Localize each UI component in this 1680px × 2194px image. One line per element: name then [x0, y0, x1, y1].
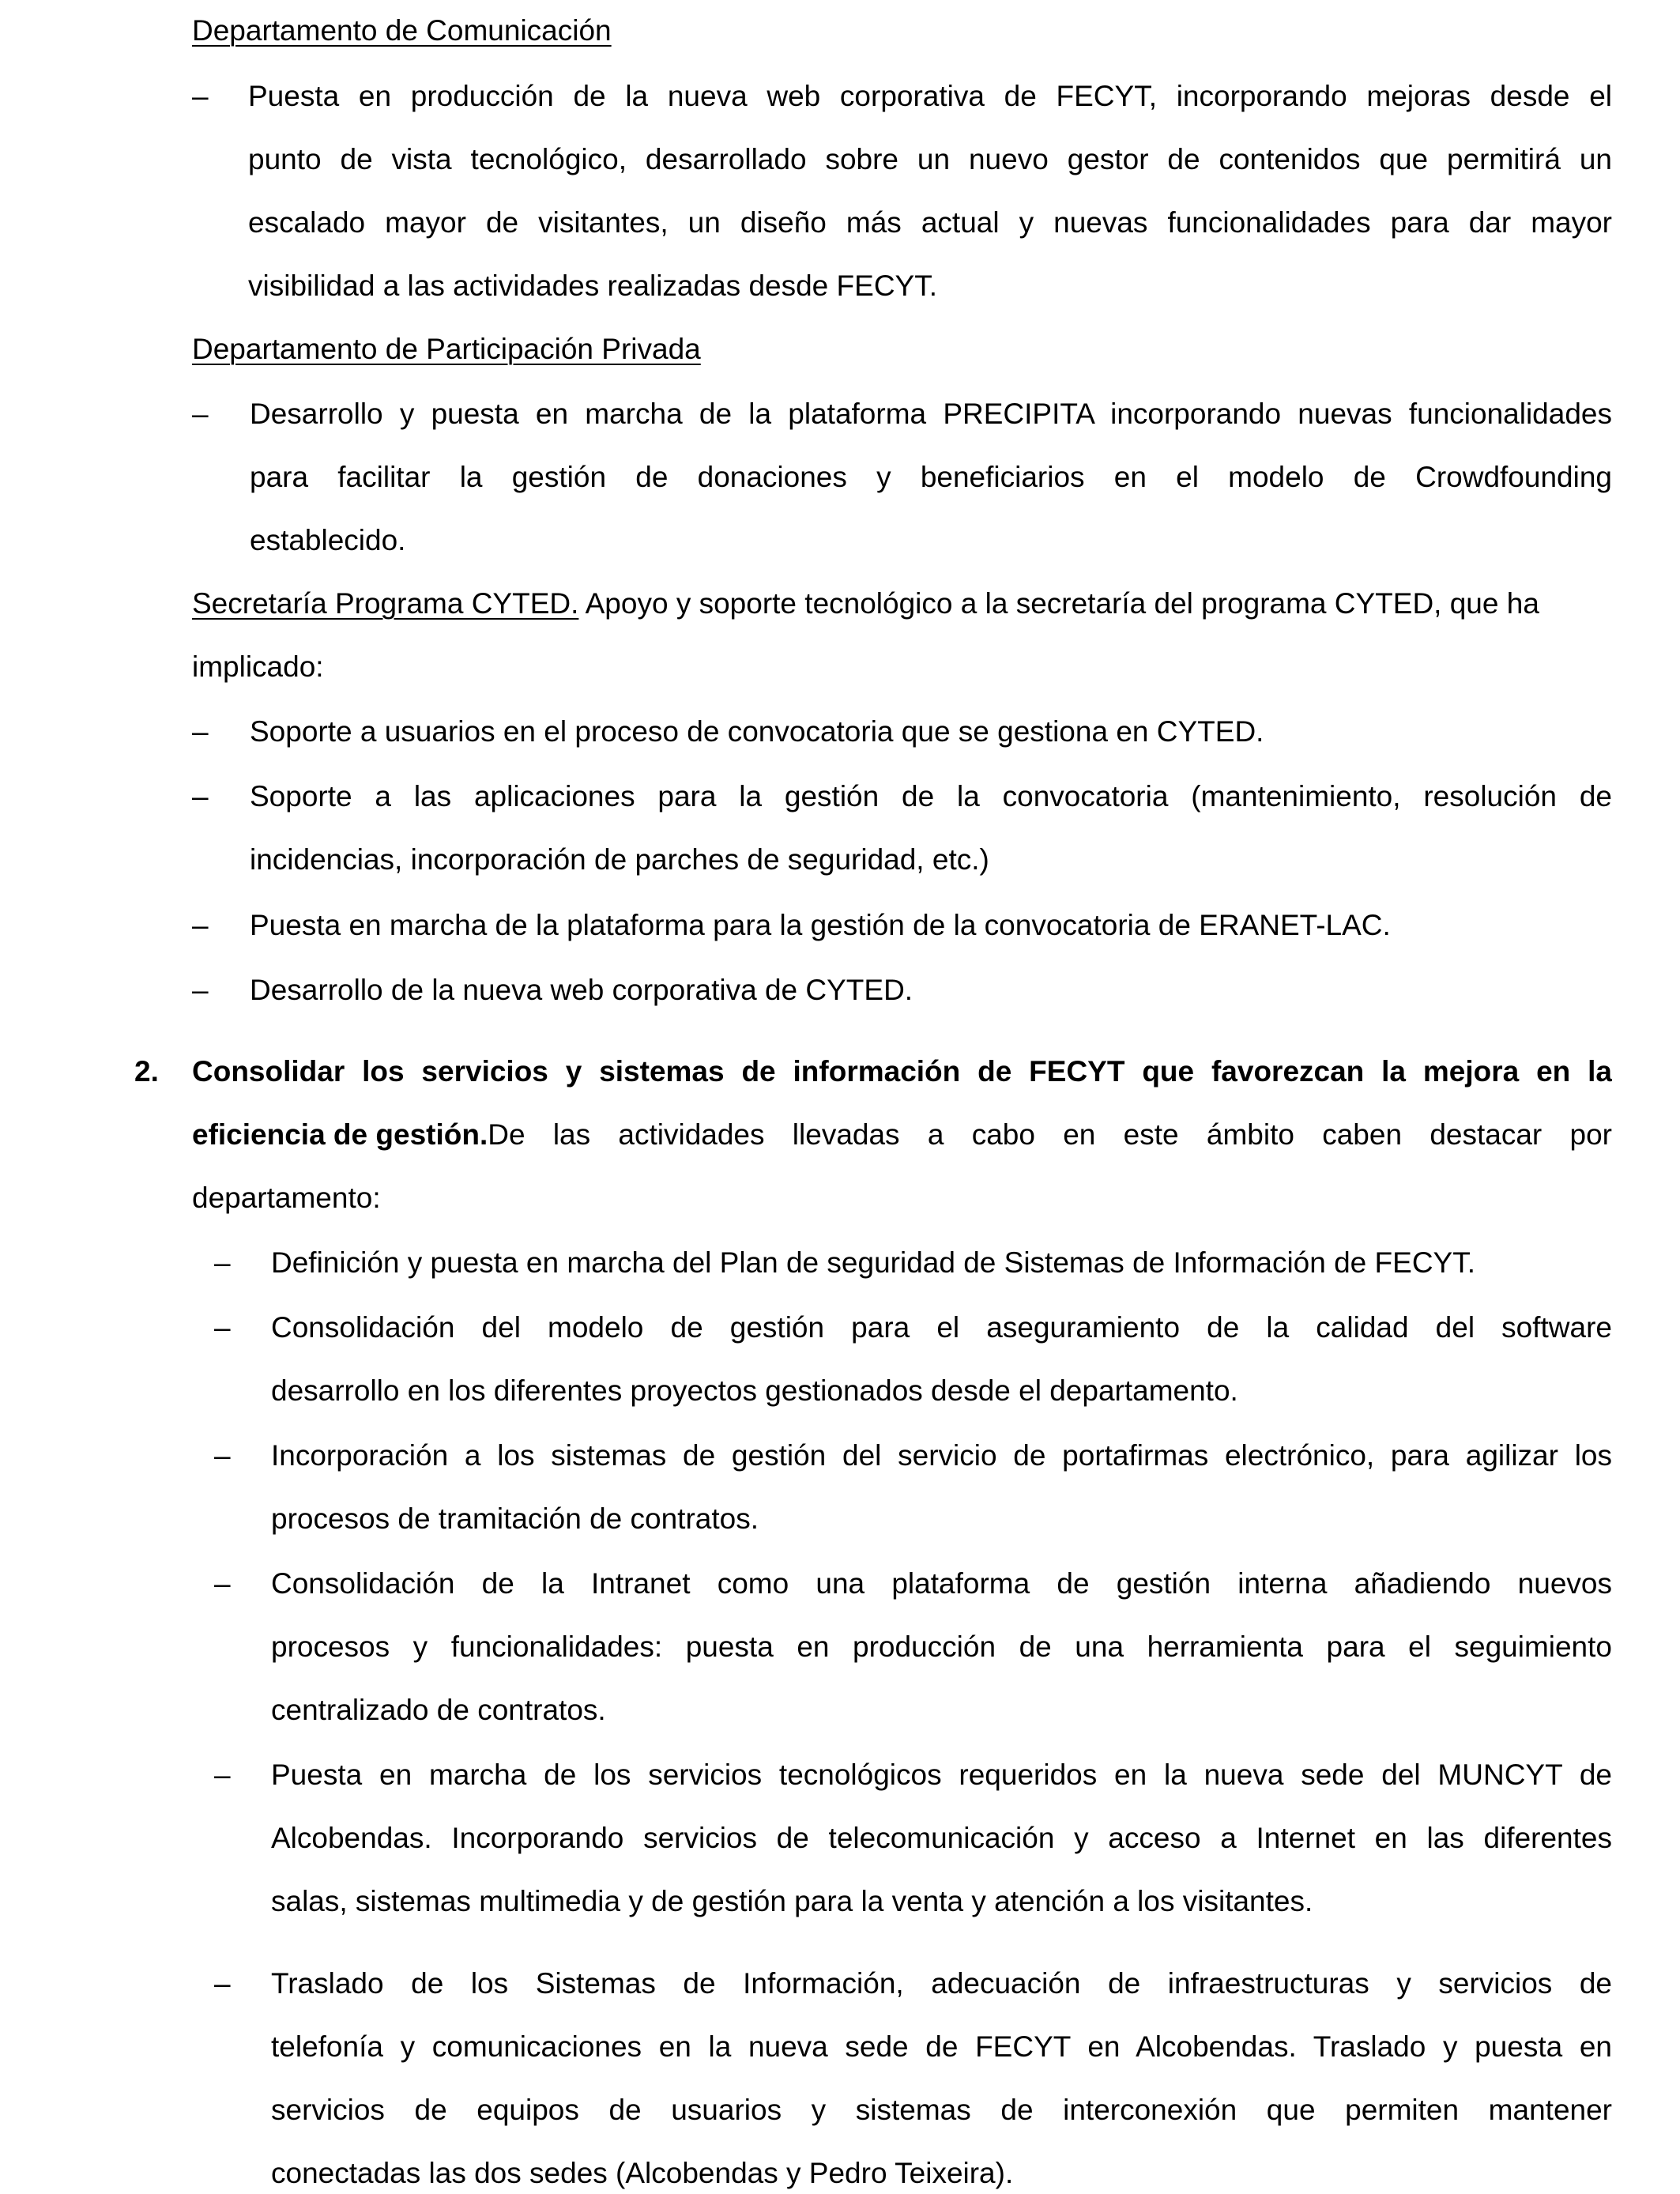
- bullet-dash: –: [192, 398, 209, 430]
- item2-line2: [192, 1115, 1612, 1155]
- text-line: Puesta en marcha de los servicios tecnológicos requeridos en la nueva sede del MUNCYT de: [271, 1759, 1612, 1791]
- bullet-dash: –: [214, 1246, 231, 1279]
- text-line: Consolidación de la Intranet como una plataforma de gestión interna añadiendo nuevos: [271, 1567, 1612, 1600]
- section-heading-cyted: Secretaría Programa CYTED.: [192, 587, 579, 620]
- bullet-dash: –: [192, 715, 209, 748]
- text-line: para facilitar la gestión de donaciones y beneficiarios en el modelo de Crowdfounding: [250, 461, 1612, 493]
- bullet-dash: –: [192, 80, 209, 112]
- text-line: Soporte a usuarios en el proceso de convocatoria que se gestiona en CYTED.: [250, 715, 1264, 748]
- bullet-dash: –: [214, 1759, 231, 1791]
- text-line: Desarrollo y puesta en marcha de la plataforma PRECIPITA incorporando nuevas funcionalidades: [250, 398, 1612, 430]
- text-line: Definición y puesta en marcha del Plan de seguridad de Sistemas de Información de FECYT.: [271, 1246, 1475, 1279]
- text-line: Traslado de los Sistemas de Información, adecuación de infraestructuras y servicios de: [271, 1967, 1612, 2000]
- bullet-dash: –: [192, 974, 209, 1006]
- text-line: implicado:: [192, 650, 324, 683]
- text-line: procesos de tramitación de contratos.: [271, 1502, 759, 1535]
- text-line: conectadas las dos sedes (Alcobendas y Pedro Teixeira).: [271, 2157, 1014, 2189]
- text-line: Puesta en marcha de la plataforma para la gestión de la convocatoria de ERANET-LAC.: [250, 909, 1391, 941]
- bullet-dash: –: [214, 1311, 231, 1344]
- text-line: servicios de equipos de usuarios y sistemas de interconexión que permiten mantener: [271, 2094, 1612, 2126]
- section-heading-comunicacion: Departamento de Comunicación: [192, 14, 612, 47]
- text-line: Alcobendas. Incorporando servicios de telecomunicación y acceso a Internet en las diferentes: [271, 1822, 1612, 1854]
- section-heading-participacion: Departamento de Participación Privada: [192, 333, 701, 365]
- text-line: establecido.: [250, 524, 406, 556]
- bullet-dash: –: [192, 780, 209, 812]
- item2-bold-continuation: eficiencia de gestión.: [192, 1118, 488, 1151]
- bullet-dash: –: [214, 1567, 231, 1600]
- text-line: salas, sistemas multimedia y de gestión para la venta y atención a los visitantes.: [271, 1885, 1313, 1917]
- text-line: Incorporación a los sistemas de gestión del servicio de portafirmas electrónico, para agilizar los: [271, 1439, 1612, 1472]
- bullet-dash: –: [214, 1967, 231, 2000]
- text-line: departamento:: [192, 1182, 381, 1214]
- item2-rest-text: De las actividades llevadas a cabo en este ámbito caben destacar por: [488, 1118, 1612, 1151]
- cyted-intro-text: Apoyo y soporte tecnológico a la secretaría del programa CYTED, que ha: [578, 587, 1539, 620]
- text-line: punto de vista tecnológico, desarrollado sobre un nuevo gestor de contenidos que permitirá un: [248, 143, 1612, 175]
- text-line: escalado mayor de visitantes, un diseño más actual y nuevas funcionalidades para dar mayor: [248, 206, 1612, 239]
- bullet-dash: –: [192, 909, 209, 941]
- text-line: centralizado de contratos.: [271, 1694, 606, 1726]
- text-line: Puesta en producción de la nueva web corporativa de FECYT, incorporando mejoras desde el: [248, 80, 1612, 112]
- text-line: incidencias, incorporación de parches de seguridad, etc.): [250, 843, 989, 876]
- bullet-dash: –: [214, 1439, 231, 1472]
- item2-bold-line: Consolidar los servicios y sistemas de información de FECYT que favorezcan la mejora en la: [192, 1055, 1612, 1088]
- text-line: desarrollo en los diferentes proyectos gestionados desde el departamento.: [271, 1374, 1238, 1407]
- text-line: procesos y funcionalidades: puesta en producción de una herramienta para el seguimiento: [271, 1630, 1612, 1663]
- cyted-intro-line: [192, 584, 1612, 624]
- text-line: telefonía y comunicaciones en la nueva sede de FECYT en Alcobendas. Traslado y puesta en: [271, 2030, 1612, 2063]
- text-line: Soporte a las aplicaciones para la gestión de la convocatoria (mantenimiento, resolución de: [250, 780, 1612, 812]
- list-number: 2.: [134, 1055, 159, 1088]
- text-line: Desarrollo de la nueva web corporativa de CYTED.: [250, 974, 913, 1006]
- text-line: Consolidación del modelo de gestión para el aseguramiento de la calidad del software: [271, 1311, 1612, 1344]
- text-line: visibilidad a las actividades realizadas desde FECYT.: [248, 270, 937, 302]
